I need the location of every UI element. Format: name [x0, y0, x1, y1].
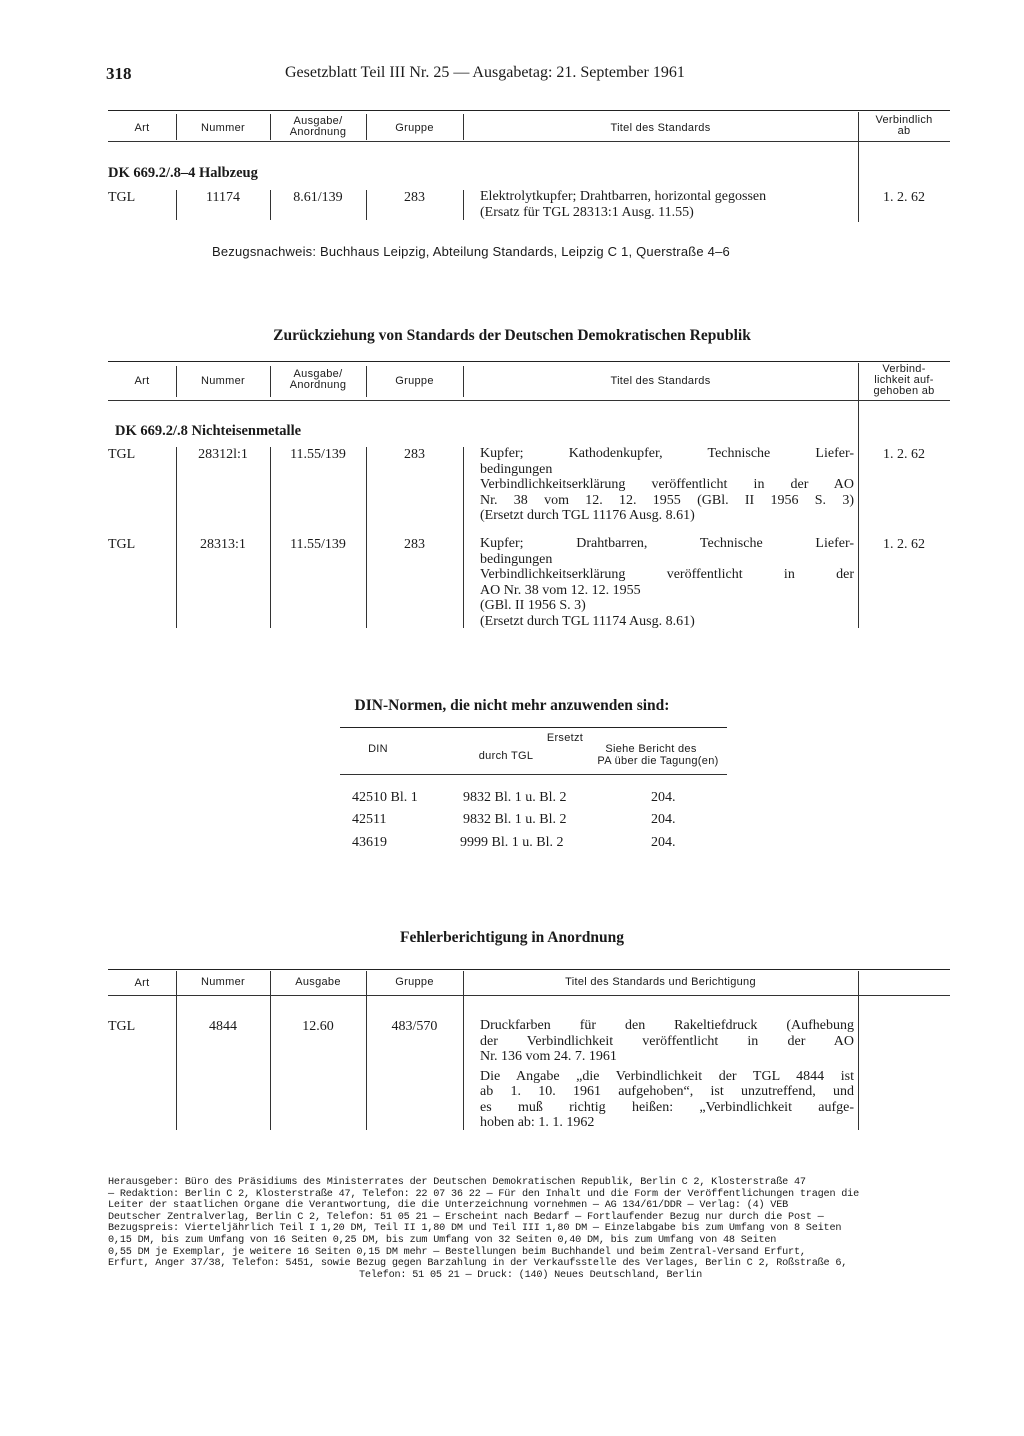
- cell-gruppe: 283: [404, 447, 425, 462]
- cell-pa: 204.: [651, 835, 676, 850]
- titel-line: Verbindlichkeitserklärung veröffentlicht in der AO: [480, 477, 854, 492]
- column-divider: [463, 190, 464, 220]
- cell-nummer: 28313:1: [200, 537, 246, 552]
- cell-gruppe: 283: [404, 190, 425, 205]
- titel-line: (Ersatz für TGL 28313:1 Ausg. 11.55): [480, 204, 694, 220]
- table-rule: [108, 110, 950, 111]
- section-heading-din-normen: DIN-Normen, die nicht mehr anzuwenden sind:: [354, 697, 670, 714]
- column-divider: [858, 971, 859, 1130]
- table-rule: [108, 400, 950, 401]
- column-header-nummer: Nummer: [201, 976, 245, 988]
- table-rule: [340, 727, 727, 728]
- column-header-line: Ausgabe/: [293, 368, 343, 380]
- titel-line: Die Angabe „die Verbindlichkeit der TGL 4844 ist: [480, 1068, 854, 1084]
- titel-line: ab 1. 10. 1961 aufgehoben“, ist unzutreffend, und: [480, 1084, 854, 1099]
- cell-nummer: 11174: [206, 190, 240, 205]
- titel-line: hoben ab: 1. 1. 1962: [480, 1115, 595, 1130]
- column-header-ersetzt: Ersetzt: [546, 732, 584, 744]
- cell-pa: 204.: [651, 790, 676, 805]
- titel-line: AO Nr. 38 vom 12. 12. 1955: [480, 582, 641, 598]
- cell-nummer: 28312l:1: [198, 447, 248, 462]
- table-rule: [108, 141, 950, 142]
- titel-line: (GBl. II 1956 S. 3): [480, 598, 586, 613]
- column-divider: [366, 971, 367, 1130]
- column-header-gruppe: Gruppe: [395, 375, 434, 387]
- page-header-title: Gesetzblatt Teil III Nr. 25 — Ausgabetag: 21. September 1961: [285, 64, 685, 81]
- column-header-titel: Titel des Standards: [610, 122, 711, 134]
- cell-titel: [480, 446, 854, 524]
- cell-gruppe: 283: [404, 537, 425, 552]
- imprint-line: 0,55 DM je Exemplar, je weitere 16 Seiten 0,15 DM mehr — Bestellungen beim Buchhandel und beim Zentral-Versand Erfurt,: [108, 1246, 806, 1258]
- column-header-line: gehoben ab: [873, 385, 935, 397]
- table-rule: [108, 361, 950, 362]
- titel-line: der Verbindlichkeit veröffentlicht in der AO: [480, 1033, 854, 1049]
- column-header-line: lichkeit auf-: [874, 374, 934, 386]
- cell-tgl: 9999 Bl. 1 u. Bl. 2: [460, 835, 564, 850]
- titel-line: bedingungen: [480, 551, 553, 567]
- column-header-ausgabe: [270, 116, 366, 138]
- section-label: DK 669.2/.8–4 Halbzeug: [108, 165, 258, 181]
- imprint-footer: [108, 1177, 953, 1281]
- column-divider: [176, 971, 177, 1130]
- section-heading-zurueckziehung: Zurückziehung von Standards der Deutschen Demokratischen Republik: [273, 327, 751, 344]
- column-header-line: Ausgabe/: [293, 115, 343, 127]
- cell-tgl: 9832 Bl. 1 u. Bl. 2: [463, 812, 567, 827]
- imprint-line: Erfurt, Anger 37/38, Telefon: 5451, sowie Bezug gegen Barzahlung in der Verkaufsstelle des Verlages, Berlin C 2, Roßstraße 6,: [108, 1258, 848, 1270]
- column-divider: [858, 363, 859, 628]
- column-header-siehe: Siehe Bericht des: [605, 743, 697, 755]
- imprint-line: — Redaktion: Berlin C 2, Klosterstraße 47, Telefon: 22 07 36 22 — Für den Inhalt und die Form der Veröffentlichungen tragen die: [108, 1188, 860, 1200]
- cell-titel: [480, 1018, 854, 1131]
- column-divider: [463, 447, 464, 628]
- column-header-verbindlich: [858, 115, 950, 137]
- cell-art: TGL: [108, 537, 136, 552]
- column-header-line: Anordnung: [289, 379, 347, 391]
- cell-gruppe: 483/570: [391, 1019, 438, 1034]
- column-header-titel: Titel des Standards: [610, 375, 711, 387]
- cell-titel: [480, 189, 854, 220]
- cell-ausgabe: 8.61/139: [293, 190, 343, 205]
- column-header-line: ab: [897, 125, 911, 137]
- page-number: 318: [106, 64, 132, 83]
- column-header-ausgabe: Ausgabe: [295, 976, 341, 988]
- imprint-line: Herausgeber: Büro des Präsidiums des Ministerrates der Deutschen Demokratischen Republik, Berlin C 2, Klosterstraße 47: [108, 1177, 806, 1188]
- cell-din: 43619: [352, 835, 387, 850]
- cell-art: TGL: [108, 447, 136, 462]
- table-rule: [108, 995, 950, 996]
- cell-art: TGL: [108, 190, 136, 205]
- column-header-pa: PA über die Tagung(en): [597, 755, 719, 767]
- column-header-gruppe: Gruppe: [395, 976, 434, 988]
- section-label: DK 669.2/.8 Nichteisenmetalle: [115, 423, 302, 439]
- titel-line: (Ersetzt durch TGL 11176 Ausg. 8.61): [480, 508, 695, 523]
- column-header-line: Anordnung: [289, 126, 347, 138]
- titel-line: es muß richtig heißen: „Verbindlichkeit aufge-: [480, 1099, 854, 1115]
- titel-line: Druckfarben für den Rakeltiefdruck (Aufhebung: [480, 1018, 854, 1033]
- column-header-line: Verbindlich: [875, 114, 933, 126]
- cell-ausgabe: 11.55/139: [290, 447, 346, 462]
- cell-titel: [480, 536, 854, 629]
- titel-line: (Ersetzt durch TGL 11174 Ausg. 8.61): [480, 613, 695, 629]
- cell-din: 42511: [352, 812, 387, 827]
- column-divider: [463, 971, 464, 1130]
- cell-verbindlich: 1. 2. 62: [883, 537, 925, 552]
- imprint-line: 0,15 DM, bis zum Umfang von 16 Seiten 0,25 DM, bis zum Umfang von 32 Seiten 0,40 DM, bis zum Umfang von 48 Seiten: [108, 1234, 777, 1246]
- cell-pa: 204.: [651, 812, 676, 827]
- column-header-gruppe: Gruppe: [395, 122, 434, 134]
- cell-art: TGL: [108, 1019, 136, 1034]
- column-header-verbindlich: [858, 364, 950, 397]
- cell-ausgabe: 12.60: [302, 1019, 334, 1034]
- cell-din: 42510 Bl. 1: [352, 790, 418, 805]
- column-header-din: DIN: [368, 743, 388, 755]
- titel-line: Verbindlichkeitserklärung veröffentlicht in der: [480, 567, 854, 582]
- column-header-durch-tgl: durch TGL: [478, 750, 534, 762]
- cell-tgl: 9832 Bl. 1 u. Bl. 2: [463, 790, 567, 805]
- section-heading-fehlerberichtigung: Fehlerberichtigung in Anordnung: [400, 929, 624, 946]
- cell-nummer: 4844: [209, 1019, 237, 1034]
- titel-line: Kupfer; Drahtbarren, Technische Liefer-: [480, 536, 854, 551]
- table-rule: [108, 969, 950, 970]
- cell-verbindlich: 1. 2. 62: [883, 190, 925, 205]
- imprint-line: Telefon: 51 05 21 — Druck: (140) Neues Deutschland, Berlin: [359, 1269, 702, 1281]
- column-header-art: Art: [134, 375, 150, 387]
- column-header-art: Art: [134, 977, 150, 989]
- column-header-nummer: Nummer: [201, 375, 245, 387]
- titel-line: Nr. 38 vom 12. 12. 1955 (GBl. II 1956 S. 3): [480, 492, 854, 508]
- bezugsnachweis: Bezugsnachweis: Buchhaus Leipzig, Abteilung Standards, Leipzig C 1, Querstraße 4–6: [212, 244, 730, 259]
- column-header-titel: Titel des Standards und Berichtigung: [565, 976, 756, 988]
- cell-ausgabe: 11.55/139: [290, 537, 346, 552]
- column-header-ausgabe: [270, 369, 366, 391]
- column-header-nummer: Nummer: [201, 122, 245, 134]
- cell-verbindlich: 1. 2. 62: [883, 447, 925, 462]
- titel-line: Kupfer; Kathodenkupfer, Technische Liefer-: [480, 446, 854, 461]
- imprint-line: Leiter der staatlichen Organe die Verantwortung, die die Unterzeichnung vornehmen — AG 134/61/DDR — Verlag: (4) VEB: [108, 1200, 789, 1212]
- titel-line: bedingungen: [480, 461, 553, 477]
- table-rule: [340, 774, 727, 775]
- column-header-art: Art: [134, 122, 150, 134]
- imprint-line: Bezugspreis: Vierteljährlich Teil I 1,20 DM, Teil II 1,80 DM und Teil III 1,80 DM — Einzelabgabe bis zum Umfang von 8 Seiten: [108, 1223, 842, 1235]
- column-divider: [270, 971, 271, 1130]
- imprint-line: Deutscher Zentralverlag, Berlin C 2, Telefon: 51 05 21 — Erscheint nach Bedarf — Fortlaufender Bezug nur durch die Post —: [108, 1211, 824, 1223]
- titel-line: Nr. 136 vom 24. 7. 1961: [480, 1049, 617, 1064]
- column-header-line: Verbind-: [882, 363, 926, 375]
- titel-line: Elektrolytkupfer; Drahtbarren, horizontal gegossen: [480, 189, 767, 204]
